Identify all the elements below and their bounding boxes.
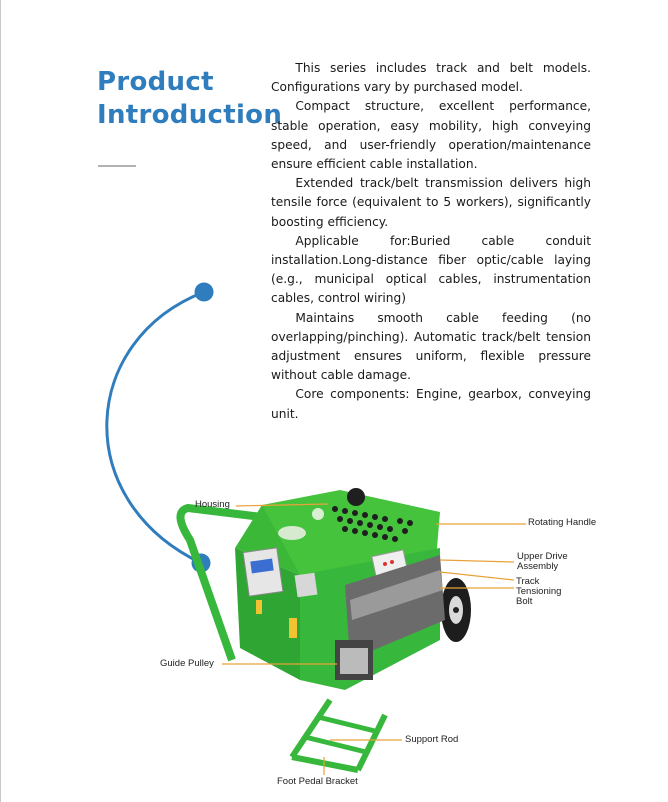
callout-guide-pulley: Guide Pulley	[160, 658, 214, 669]
intro-paragraph: Applicable for:Buried cable conduit installation.Long-distance fiber optic/cable laying (e.g., municipal optical cables, instrumentation cables, control wiring)	[271, 233, 591, 306]
callout-housing: Housing	[195, 499, 230, 510]
intro-paragraph: This series includes track and belt models. Configurations vary by purchased model.	[271, 61, 591, 95]
callout-foot-pedal-bracket: Foot Pedal Bracket	[277, 776, 358, 787]
intro-paragraph: Core components: Engine, gearbox, conveying unit.	[271, 387, 591, 421]
intro-paragraph: Maintains smooth cable feeding (no overlapping/pinching). Automatic track/belt tension adjustment ensures uniform, flexible pressure without cable damage.	[271, 310, 591, 383]
intro-paragraph: Compact structure, excellent performance, stable operation, easy mobility, high conveying speed, and user-friendly operation/maintenance ensure efficient cable installation.	[271, 99, 591, 172]
callout-support-rod: Support Rod	[405, 734, 459, 745]
foot-pedal-frame	[292, 700, 385, 770]
callout-upper-drive-assembly: Upper Drive Assembly	[517, 551, 568, 572]
callout-track-tensioning-bolt: Track Tensioning Bolt	[516, 576, 562, 607]
title-line-2: Introduction	[97, 100, 283, 130]
intro-paragraph: Extended track/belt transmission delivers high tensile force (equivalent to 5 workers), significantly boosting efficiency.	[271, 176, 591, 229]
title-line-1: Product	[97, 67, 214, 97]
callout-rotating-handle: Rotating Handle	[528, 517, 597, 528]
